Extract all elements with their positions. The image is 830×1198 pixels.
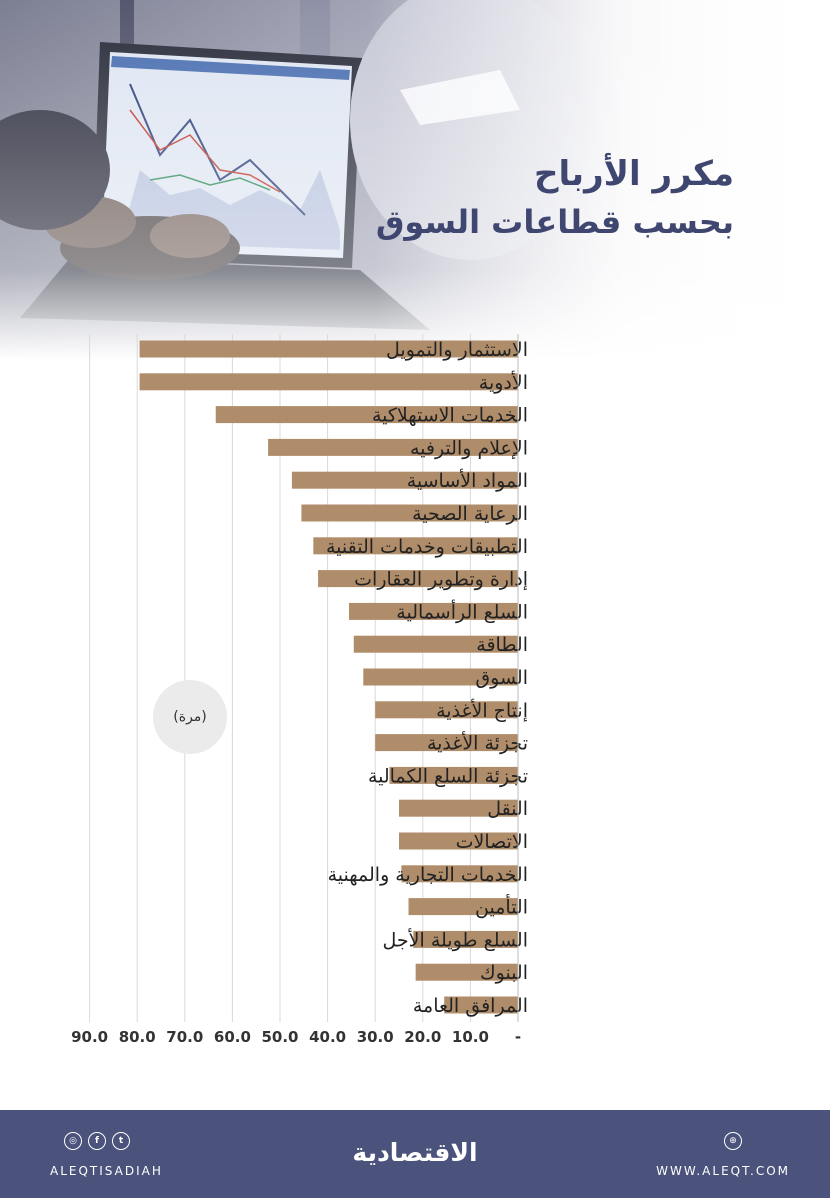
unit-badge — [153, 680, 227, 754]
category-label: السوق — [475, 667, 528, 689]
category-label: التطبيقات وخدمات التقنية — [325, 535, 528, 558]
title-block — [376, 150, 734, 246]
category-label: الإعلام والترفيه — [409, 437, 528, 460]
chart-subtitle: بحسب قطاعات السوق — [375, 203, 734, 241]
bar — [140, 373, 518, 390]
category-label: تجزئة الأغذية — [426, 732, 528, 755]
category-label: الخدمات التجارية والمهنية — [327, 863, 528, 886]
twitter-icon[interactable]: t — [112, 1132, 130, 1150]
x-tick-label: 90.0 — [71, 1028, 109, 1046]
category-label: الاتصالات — [455, 831, 528, 853]
x-tick-label: 80.0 — [118, 1028, 156, 1046]
category-label: إدارة وتطوير العقارات — [354, 568, 528, 591]
x-tick-label: 60.0 — [213, 1028, 251, 1046]
x-tick-label: 30.0 — [356, 1028, 394, 1046]
x-tick-label: 40.0 — [309, 1028, 347, 1046]
instagram-icon[interactable]: ◎ — [64, 1132, 82, 1150]
category-label: الاستثمار والتمويل — [386, 339, 528, 361]
chart-title: مكرر الأرباح — [534, 154, 734, 194]
category-label: السلع طويلة الأجل — [382, 929, 528, 952]
pe-ratio-bar-chart — [0, 320, 830, 1060]
category-label: البنوك — [479, 962, 528, 985]
facebook-icon[interactable]: f — [88, 1132, 106, 1150]
brand-logo: الاقتصادية — [352, 1138, 478, 1167]
category-label: الرعاية الصحية — [412, 503, 528, 525]
category-label: التأمين — [475, 896, 528, 919]
x-tick-label: 50.0 — [261, 1028, 299, 1046]
globe-icon[interactable]: ⊕ — [724, 1132, 742, 1150]
x-tick-label: 20.0 — [404, 1028, 442, 1046]
category-label: السلع الرأسمالية — [396, 601, 528, 624]
category-label: تجزئة السلع الكمالية — [367, 765, 528, 788]
category-label: الخدمات الاستهلاكية — [371, 404, 528, 427]
category-label: المواد الأساسية — [406, 470, 528, 493]
x-tick-label: 70.0 — [166, 1028, 204, 1046]
unit-label: (مرة) — [173, 709, 207, 725]
category-label: الطاقة — [476, 634, 528, 657]
category-label: النقل — [487, 798, 528, 821]
x-tick-label: 10.0 — [451, 1028, 489, 1046]
category-label: المرافق العامة — [412, 995, 528, 1017]
category-label: إنتاج الأغذية — [436, 699, 528, 722]
website-link[interactable]: WWW.ALEQT.COM — [656, 1164, 790, 1178]
category-label: الأدوية — [478, 371, 528, 394]
social-handle[interactable]: ALEQTISADIAH — [50, 1164, 163, 1178]
x-tick-label: - — [514, 1028, 522, 1046]
footer-bar — [0, 1110, 830, 1198]
